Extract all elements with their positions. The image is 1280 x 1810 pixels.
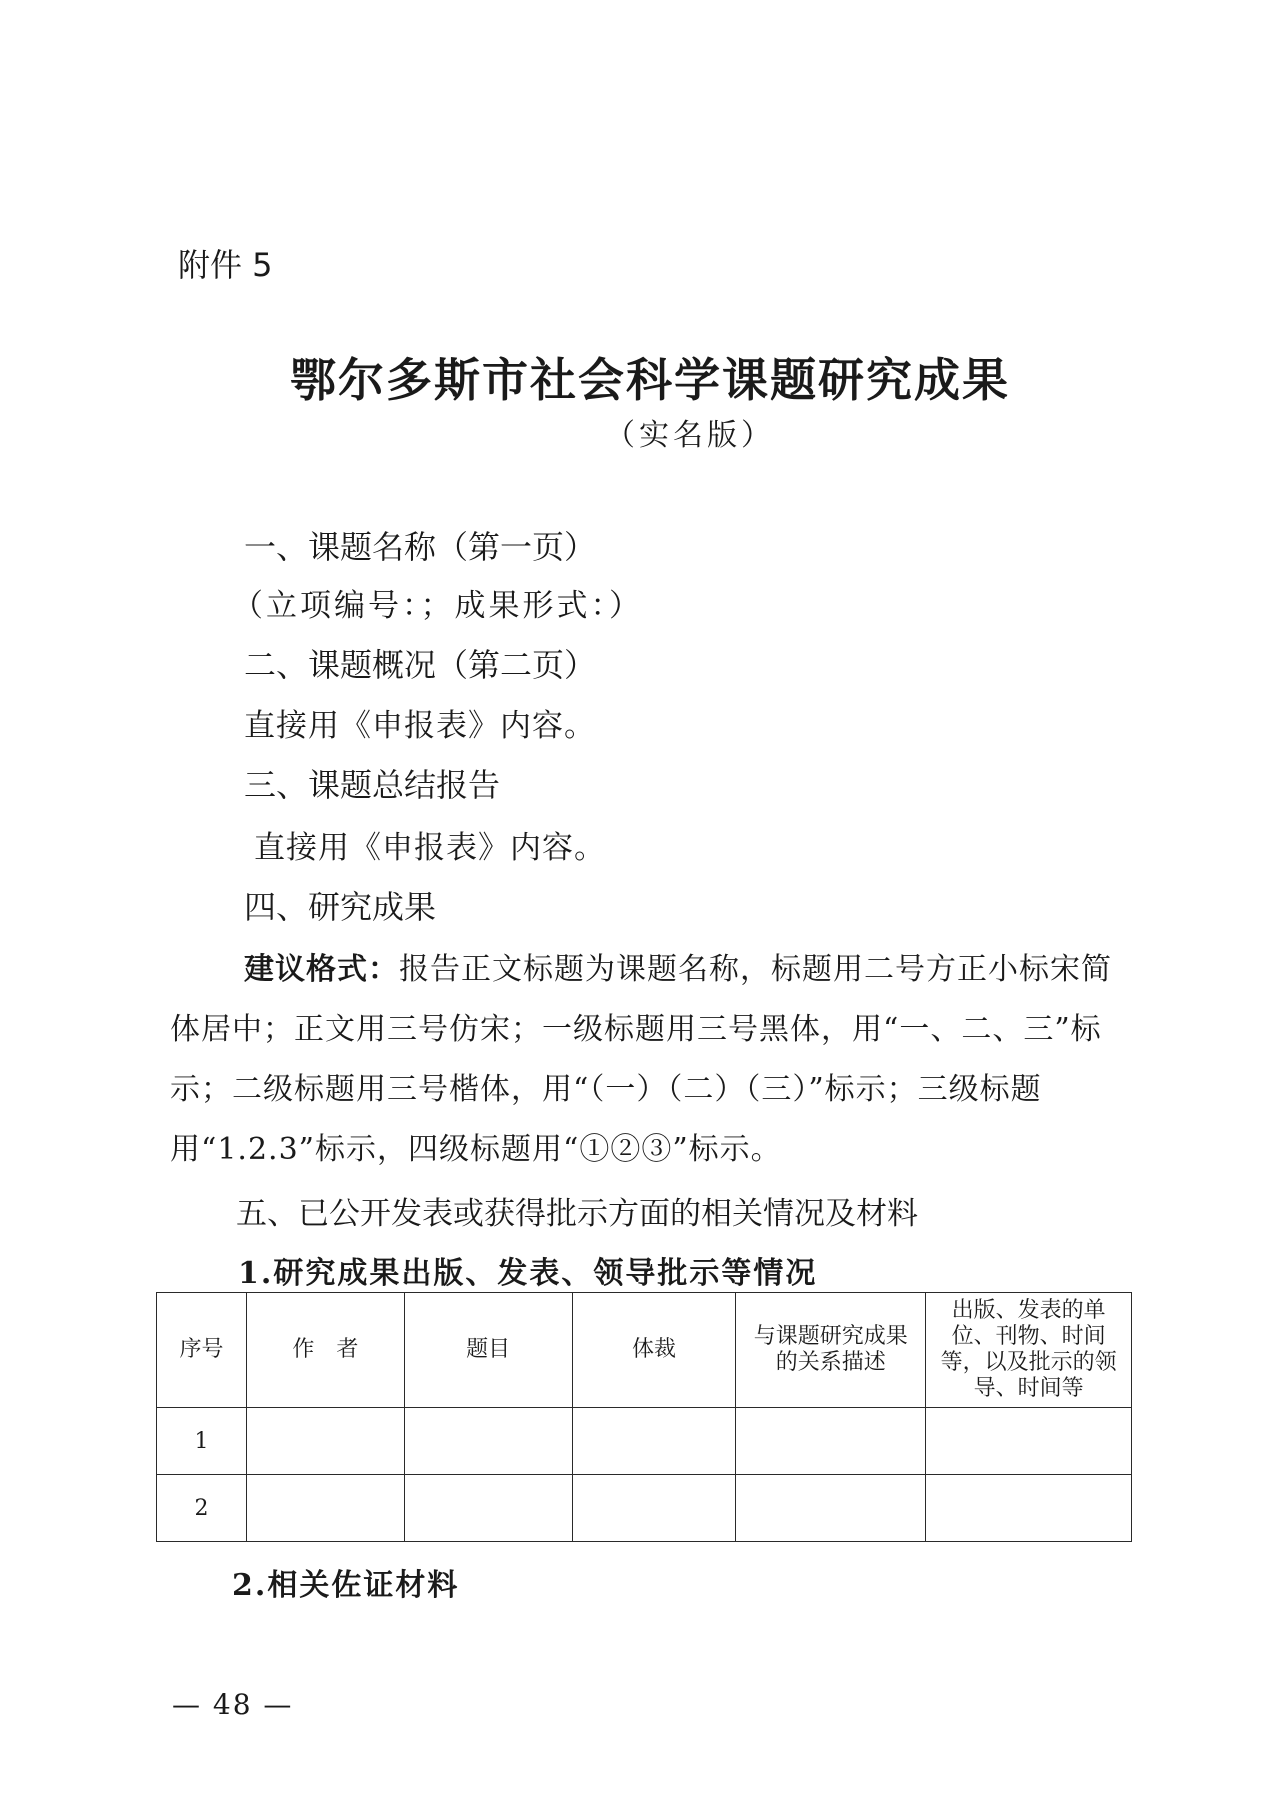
row-serial: 2 [157,1475,247,1542]
format-advice [170,940,1130,1180]
advice-text: 报告正文标题为课题名称，标题用二号方正小标宋简体居中；正文用三号仿宋；一级标题用三号黑体，用“一、二、三”标示；二级标题用三号楷体，用“（一）（二）（三）”标示；三级标题用“1.2.3”标示，四级标题用“①②③”标示。 [170,952,1112,1167]
section-1-note: （立项编号：；成果形式：） [232,588,643,624]
table-header-row [157,1293,1132,1408]
header-publication: 出版、发表的单位、刊物、时间等，以及批示的领导、时间等 [926,1293,1132,1408]
cell [926,1475,1132,1542]
document-subtitle: （实名版） [605,418,775,453]
section-3-heading: 三、课题总结报告 [244,766,501,804]
section-2-heading: 二、课题概况（第二页） [244,646,597,684]
cell [572,1408,736,1475]
cell [926,1408,1132,1475]
row-serial: 1 [157,1408,247,1475]
cell [736,1475,926,1542]
header-genre: 体裁 [572,1293,736,1408]
header-serial: 序号 [157,1293,247,1408]
header-author: 作 者 [246,1293,404,1408]
cell [572,1475,736,1542]
cell [404,1475,572,1542]
subsection-2-heading: 2.相关佐证材料 [232,1568,460,1603]
header-relation: 与课题研究成果的关系描述 [736,1293,926,1408]
attachment-label: 附件 5 [178,246,273,284]
section-3-text: 直接用《申报表》内容。 [254,830,606,866]
header-topic: 题目 [404,1293,572,1408]
achievements-table [156,1292,1132,1542]
cell [246,1475,404,1542]
cell [246,1408,404,1475]
section-1-heading: 一、课题名称（第一页） [244,528,597,566]
section-5-heading: 五、已公开发表或获得批示方面的相关情况及材料 [236,1196,918,1232]
subsection-1-heading: 1.研究成果出版、发表、领导批示等情况 [238,1256,818,1291]
cell [404,1408,572,1475]
section-2-text: 直接用《申报表》内容。 [244,708,596,744]
table-row [157,1408,1132,1475]
section-4-heading: 四、研究成果 [244,888,437,926]
advice-label: 建议格式： [244,952,399,987]
page-number: — 48 — [172,1688,294,1721]
document-title: 鄂尔多斯市社会科学课题研究成果 [290,353,1010,407]
cell [736,1408,926,1475]
table-row [157,1475,1132,1542]
